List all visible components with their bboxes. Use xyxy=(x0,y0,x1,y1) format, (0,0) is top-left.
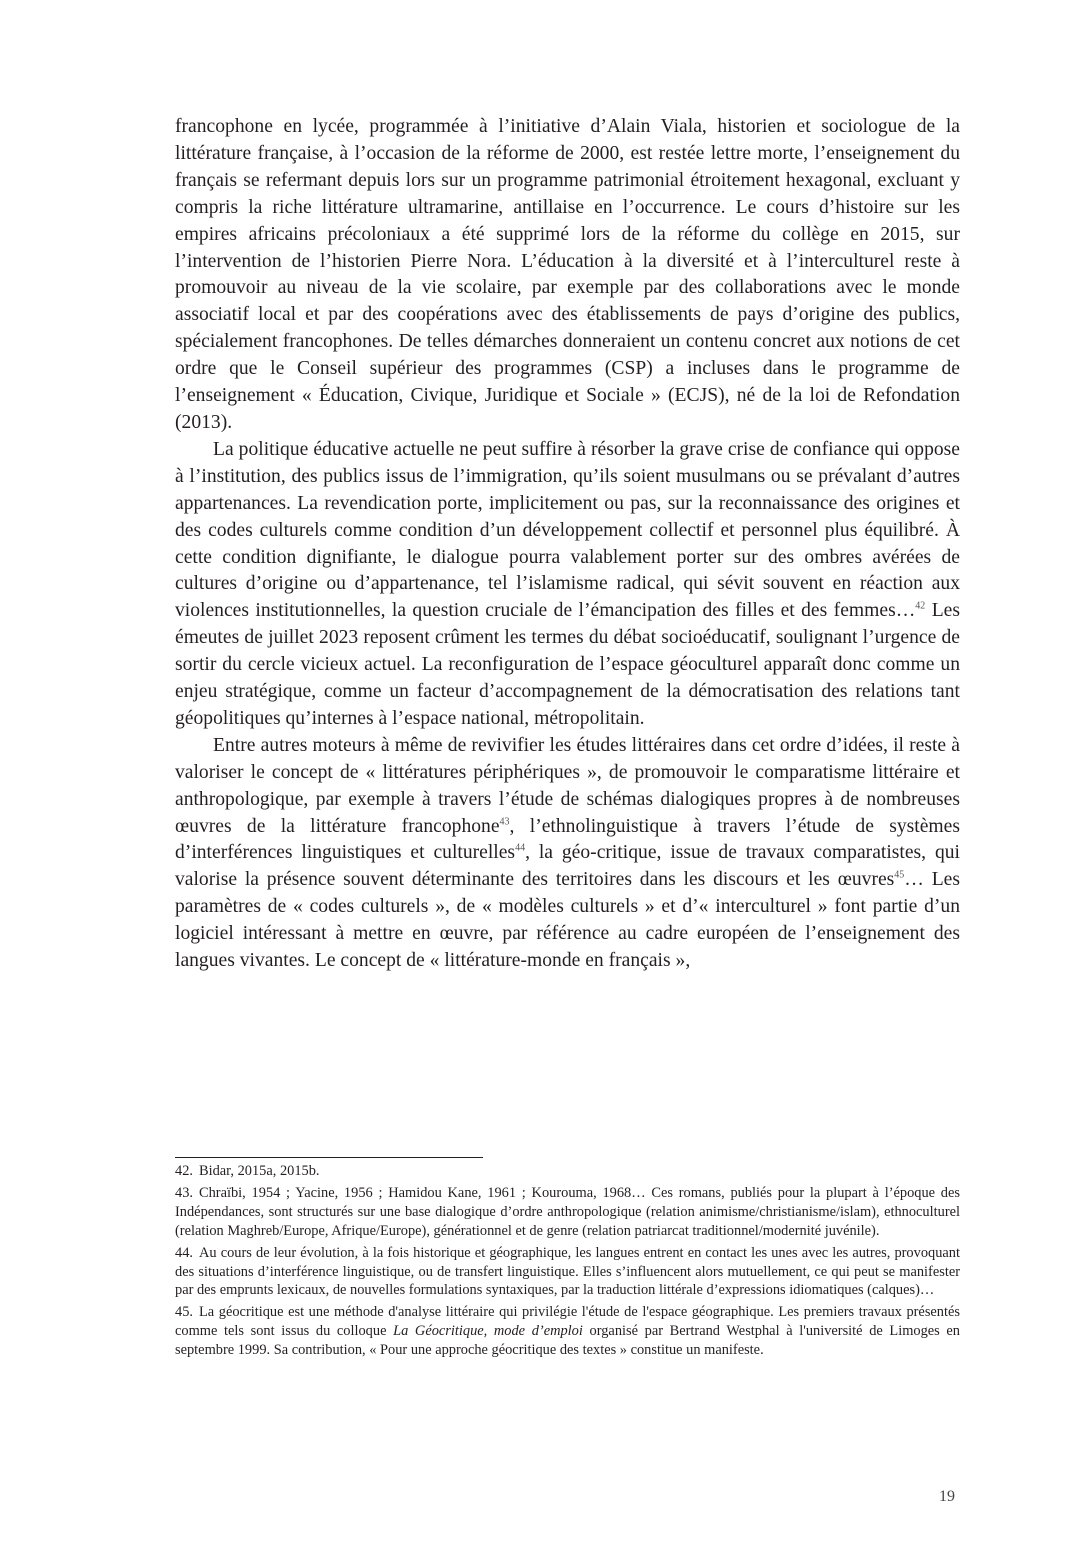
paragraph xyxy=(175,733,960,975)
footnotes xyxy=(175,1162,960,1363)
paragraph-text: La politique éducative actuelle ne peut suffire à résorber la grave crise de confiance qui oppose à l’institution, des publics issus de l’immigration, qu’ils soient musulmans ou se prévalant d’autres appartenances. La revendication porte, implicitement ou pas, sur la reconnaissance des origines et des codes culturels comme condition d’un développement collectif et personnel plus équilibré. À cette condition dignifiante, le dialogue pourra valablement porter sur des ombres avérées de cultures d’origine ou d’appartenance, tel l’islamisme radical, qui sévit souvent en réaction aux violences institutionnelles, la question cruciale de l’émancipation des filles et des femmes… xyxy=(175,438,960,622)
footnote-reference[interactable]: 42 xyxy=(915,600,926,612)
footnote-text: La géocritique est une méthode d'analyse littéraire qui privilégie l'étude de l'espace géographique. Les premiers travaux présentés comme tels sont issus du colloque xyxy=(175,1304,960,1340)
footnote-item xyxy=(175,1162,960,1181)
footnote-number: 45. xyxy=(175,1304,193,1321)
paragraph-text: francophone en lycée, programmée à l’initiative d’Alain Viala, historien et sociologue de la littérature française, à l’occasion de la réforme de 2000, est restée lettre morte, l’enseignement du français se refermant depuis lors sur un programme patrimonial étroitement hexagonal, excluant y compris la riche littérature ultramarine, antillaise en l’occurrence. Le cours d’histoire sur les empires africains précoloniaux a été supprimé lors de la réforme du collège en 2015, sur l’intervention de l’historien Pierre Nora. L’éducation à la diversité et à l’interculturel reste à promouvoir au niveau de la vie scolaire, par exemple par des collaborations avec le monde associatif local et par des coopérations avec des établissements de pays d’origine des publics, spécialement francophones. De telles démarches donneraient un contenu concret aux notions de cet ordre que le Conseil supérieur des programmes (CSP) a incluses dans le programme de l’enseignement « Éducation, Civique, Juridique et Sociale » (ECJS), né de la loi de Refondation (2013). xyxy=(175,116,960,433)
footnote-item xyxy=(175,1244,960,1301)
footnote-item xyxy=(175,1184,960,1241)
paragraph-text: , l’ethnolinguistique à travers l’étude de systèmes d’interférences linguistiques et culturelles xyxy=(175,815,960,864)
paragraph-text: Les émeutes de juillet 2023 reposent crûment les termes du débat socioéducatif, soulignant l’urgence de sortir du cercle vicieux actuel. La reconfiguration de l’espace géoculturel apparaît donc comme un enjeu stratégique, comme un facteur d’accompagnement de la démocratisation des relations tant géopolitiques qu’internes à l’espace national, métropolitain. xyxy=(175,600,960,729)
paragraph-text: Entre autres moteurs à même de revivifier les études littéraires dans cet ordre d’idées, il reste à valoriser le concept de « littératures périphériques », de promouvoir le comparatisme littéraire et anthropologique, par exemple à travers l’étude de schémas dialogiques propres à de nombreuses œuvres de la littérature francophone xyxy=(175,734,960,837)
footnote-separator xyxy=(175,1157,483,1158)
footnote-item xyxy=(175,1303,960,1360)
paragraph-text: , la géo-critique, issue de travaux comparatistes, qui valorise la présence souvent déterminante des territoires dans les discours et les œuvres xyxy=(175,842,960,891)
footnote-number: 42. xyxy=(175,1163,193,1179)
footnote-text: Chraïbi, 1954 ; Yacine, 1956 ; Hamidou Kane, 1961 ; Kourouma, 1968… Ces romans, publiés pour la plupart à l’époque des Indépendances, sont structurés sur une base dialogique d’ordre anthropologique (relation animisme/christianisme/islam), ethnoculturel (relation Maghreb/Europe, Afrique/Europe), générationnel et de genre (relation patriarcat traditionnel/modernité juvénile). xyxy=(175,1184,960,1239)
footnote-number: 43. xyxy=(175,1184,193,1201)
footnote-text: Bidar, 2015a, 2015b. xyxy=(199,1163,320,1179)
paragraph xyxy=(175,114,960,437)
footnote-reference[interactable]: 43 xyxy=(499,816,510,828)
footnote-title-italic: La Géocritique, mode d’emploi xyxy=(393,1323,583,1340)
body-text xyxy=(175,114,960,975)
paragraph xyxy=(175,437,960,733)
footnote-reference[interactable]: 45 xyxy=(894,869,905,881)
footnote-reference[interactable]: 44 xyxy=(515,842,526,854)
footnote-text: Au cours de leur évolution, à la fois historique et géographique, les langues entrent en contact les unes avec les autres, provoquant des situations d’interférence linguistique, ou de transfert linguistique. Elles s’influencent alors mutuellement, ce qui peut se manifester par des emprunts lexicaux, de nouvelles formulations syntaxiques, par la traduction littérale d’expressions idiomatiques (calques)… xyxy=(175,1244,960,1299)
paragraph-text: … Les paramètres de « codes culturels », de « modèles culturels » et d’« interculturel » font partie d’un logiciel intéressant à mettre en œuvre, par référence au cadre européen de l’enseignement des langues vivantes. Le concept de « littérature-monde en français », xyxy=(175,869,960,972)
page-number: 19 xyxy=(939,1488,955,1505)
footnote-text: organisé par Bertrand Westphal à l'université de Limoges en septembre 1999. Sa contribution, « Pour une approche géocritique des textes » constitue un manifeste. xyxy=(175,1323,960,1359)
footnote-number: 44. xyxy=(175,1244,193,1261)
